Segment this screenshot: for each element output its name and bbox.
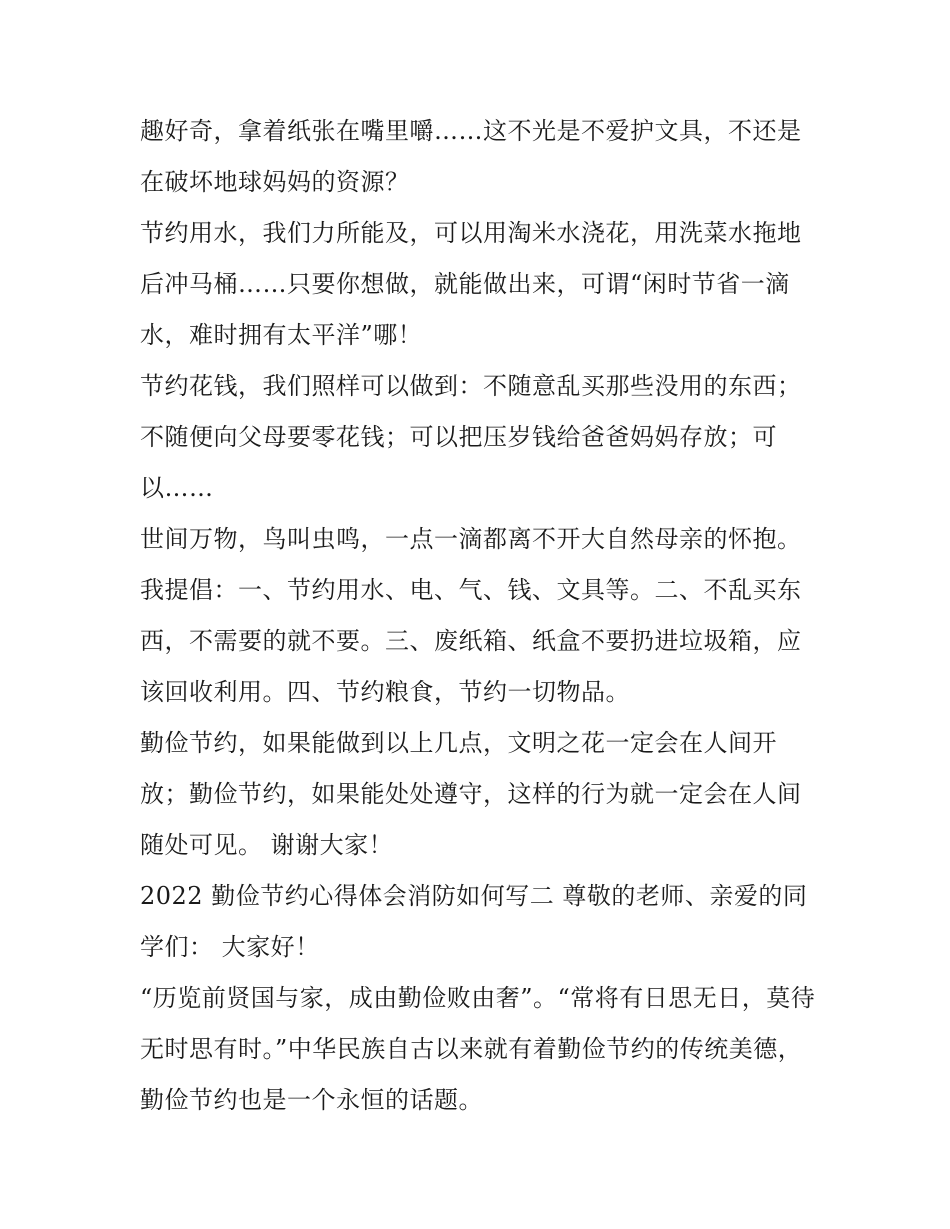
paragraph-6: 2022 勤俭节约心得体会消防如何写二 尊敬的老师、亲爱的同学们： 大家好！	[140, 882, 808, 961]
paragraph-4: 世间万物，鸟叫虫鸣，一点一滴都离不开大自然母亲的怀抱。我提倡：一、节约用水、电、气、钱、文具等。二、不乱买东西，不需要的就不要。三、废纸箱、纸盒不要扔进垃圾箱，应该回收利用。四、节约粮食，节约一切物品。	[140, 525, 802, 706]
paragraph-7: “历览前贤国与家，成由勤俭败由奢”。“常将有日思无日，莫待无时思有时。”中华民族自古以来就有着勤俭节约的传统美德，勤俭节约也是一个永恒的话题。	[140, 984, 816, 1114]
document-body	[140, 106, 820, 1126]
paragraph-2: 节约用水，我们力所能及，可以用淘米水浇花，用洗菜水拖地后冲马桶……只要你想做，就能做出来，可谓“闲时节省一滴水，难时拥有太平洋”哪！	[140, 219, 802, 349]
paragraph-1: 趣好奇，拿着纸张在嘴里嚼……这不光是不爱护文具，不还是在破坏地球妈妈的资源？	[140, 117, 802, 196]
paragraph-5: 勤俭节约，如果能做到以上几点，文明之花一定会在人间开放；勤俭节约，如果能处处遵守，这样的行为就一定会在人间随处可见。 谢谢大家！	[140, 729, 802, 859]
paragraph-3: 节约花钱，我们照样可以做到：不随意乱买那些没用的东西；不随便向父母要零花钱；可以把压岁钱给爸爸妈妈存放；可以……	[140, 372, 802, 502]
